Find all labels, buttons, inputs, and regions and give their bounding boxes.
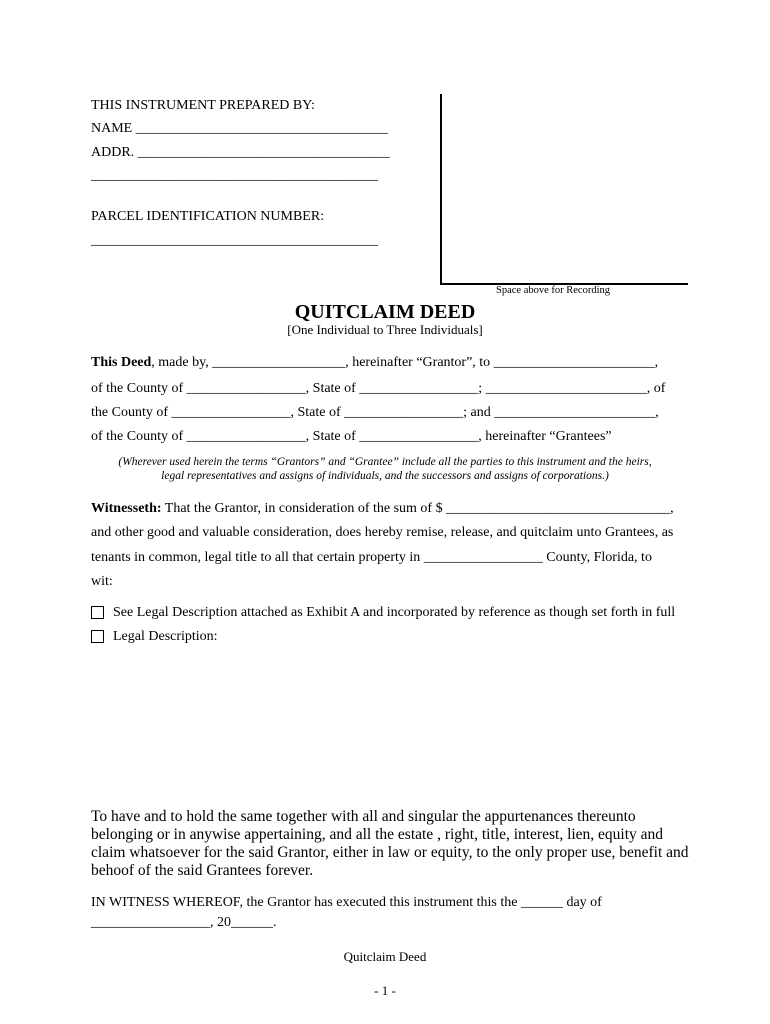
habendum-line-4: behoof of the said Grantees forever. — [91, 862, 314, 879]
parties-line-1 — [91, 355, 658, 371]
recording-space-box — [440, 94, 688, 285]
this-deed-label: This Deed — [91, 355, 152, 370]
witnesseth-line-4: wit: — [91, 574, 113, 589]
definitions-note-line-1: (Wherever used herein the terms “Grantors” and “Grantee” include all the parties to this instrument and the heirs, — [118, 456, 652, 468]
grantor-text[interactable]: , made by, ___________________, hereinafter “Grantor”, to _______________________, — [151, 355, 659, 370]
consideration-text[interactable]: That the Grantor, in consideration of the sum of $ ________________________________, — [161, 501, 674, 516]
parties-line-4[interactable]: of the County of _________________, State of _________________, hereinafter “Grantees” — [91, 429, 612, 444]
parcel-id-field[interactable]: _________________________________________ — [91, 233, 378, 248]
parcel-id-label: PARCEL IDENTIFICATION NUMBER: — [91, 209, 325, 224]
page-number: - 1 - — [374, 983, 396, 998]
witness-whereof-line-2[interactable]: _________________, 20______. — [91, 915, 277, 930]
parties-line-2[interactable]: of the County of _________________, State of _________________; _______________________, of — [91, 381, 666, 396]
parties-line-3[interactable]: the County of _________________, State of _________________; and _______________________, — [91, 405, 659, 420]
recording-space-label: Space above for Recording — [496, 285, 610, 296]
name-field[interactable]: NAME ____________________________________ — [91, 121, 388, 136]
witnesseth-label: Witnesseth: — [91, 501, 162, 516]
witnesseth-line-2: and other good and valuable consideration, does hereby remise, release, and quitclaim unto Grantees, as — [91, 525, 674, 540]
habendum-line-2: belonging or in anywise appertaining, and all the estate , right, title, interest, lien, equity and — [91, 826, 664, 843]
document-subtitle: [One Individual to Three Individuals] — [287, 322, 483, 337]
definitions-note-line-2: legal representatives and assigns of individuals, and the successors and assigns of corporations.) — [161, 470, 609, 482]
legal-description-checkbox[interactable] — [91, 630, 104, 643]
exhibit-a-label: See Legal Description attached as Exhibit A and incorporated by reference as though set forth in full — [113, 605, 676, 620]
prepared-by-heading: THIS INSTRUMENT PREPARED BY: — [91, 98, 315, 113]
exhibit-a-checkbox[interactable] — [91, 606, 104, 619]
address-line-2-field[interactable]: _________________________________________ — [91, 168, 378, 183]
legal-description-label: Legal Description: — [113, 629, 218, 644]
document-title: QUITCLAIM DEED — [294, 301, 476, 323]
witness-whereof-line-1[interactable]: IN WITNESS WHEREOF, the Grantor has executed this instrument this the ______ day of — [91, 895, 602, 910]
witnesseth-line-3[interactable]: tenants in common, legal title to all that certain property in _________________ County, Florida, to — [91, 550, 652, 565]
habendum-line-1: To have and to hold the same together with all and singular the appurtenances thereunto — [91, 808, 636, 825]
footer-document-name: Quitclaim Deed — [343, 949, 427, 964]
address-field[interactable]: ADDR. ____________________________________ — [91, 145, 390, 160]
witnesseth-line-1 — [91, 501, 674, 517]
habendum-line-3: claim whatsoever for the said Grantor, either in law or equity, to the only proper use, benefit and — [91, 844, 689, 861]
